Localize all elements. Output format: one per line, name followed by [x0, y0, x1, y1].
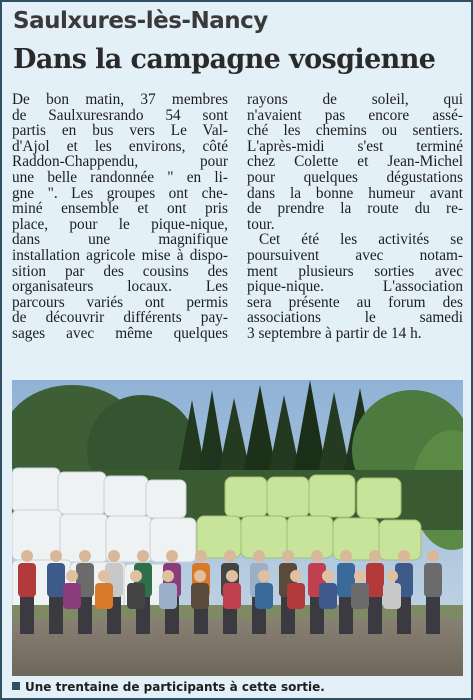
article-kicker: Saulxures-lès-Nancy	[13, 8, 268, 34]
caption-marker	[12, 682, 20, 690]
article-column-right	[247, 92, 463, 342]
article-line: chez Colette et Jean-Michel	[247, 153, 463, 171]
group-photo-illustration	[12, 380, 463, 676]
article-line: gne ". Les groupes ont che-	[12, 184, 228, 202]
green-bales	[197, 475, 421, 560]
article-line: 3 septembre à partir de 14 h.	[247, 324, 422, 342]
photo-caption	[12, 680, 325, 694]
photo-caption-text: Une trentaine de participants à cette sortie.	[25, 680, 325, 694]
article-line: installation agricole mise à dispo-	[12, 246, 228, 264]
article-line: sition par des cousins des	[12, 262, 228, 280]
article-line: poursuivent avec notam-	[247, 246, 463, 264]
article-column-left	[12, 92, 228, 342]
article-line: miné ensemble et ont pris	[12, 200, 228, 218]
article-line: organisateurs locaux. Les	[12, 278, 228, 296]
article-line: partis en bus vers Le Val-	[12, 122, 228, 140]
article-line: place, pour le pique-nique,	[12, 215, 228, 233]
article-line: associations le samedi	[247, 309, 463, 327]
article-line: dans une magnifique	[12, 231, 228, 249]
article-line: rayons de soleil, qui	[247, 91, 463, 108]
article-headline: Dans la campagne vosgienne	[13, 44, 436, 75]
article-line: dans la bonne humeur avant	[247, 184, 463, 202]
article-line: pour quelques dégustations	[247, 168, 463, 186]
article-line: de prendre la route du re-	[247, 200, 463, 218]
article-line: parcours variés ont permis	[12, 293, 228, 311]
article-line: sera présente au forum des	[247, 293, 463, 311]
article-line: de découvrir différents pay-	[12, 309, 228, 327]
article-line: De bon matin, 37 membres	[12, 91, 228, 108]
group-photo	[12, 380, 463, 676]
article-line: de Saulxuresrando 54 sont	[12, 106, 228, 124]
article-line: une belle randonnée " en li-	[12, 168, 228, 186]
article-line: n'avaient pas encore assé-	[247, 106, 463, 124]
article-line: sages avec même quelques	[12, 324, 228, 342]
article-line: ment plusieurs sorties avec	[247, 262, 463, 280]
article-line: Raddon-Chappendu, pour	[12, 153, 228, 171]
article-line: Cet été les activités se	[259, 231, 463, 249]
article-line: d'Ajol et les environs, côté	[12, 137, 228, 155]
article-line: pique-nique. L'association	[247, 278, 463, 296]
article-line: tour.	[247, 215, 275, 233]
article-line: L'après-midi s'est terminé	[247, 137, 463, 155]
article-line: ché les chemins ou sentiers.	[247, 122, 463, 140]
